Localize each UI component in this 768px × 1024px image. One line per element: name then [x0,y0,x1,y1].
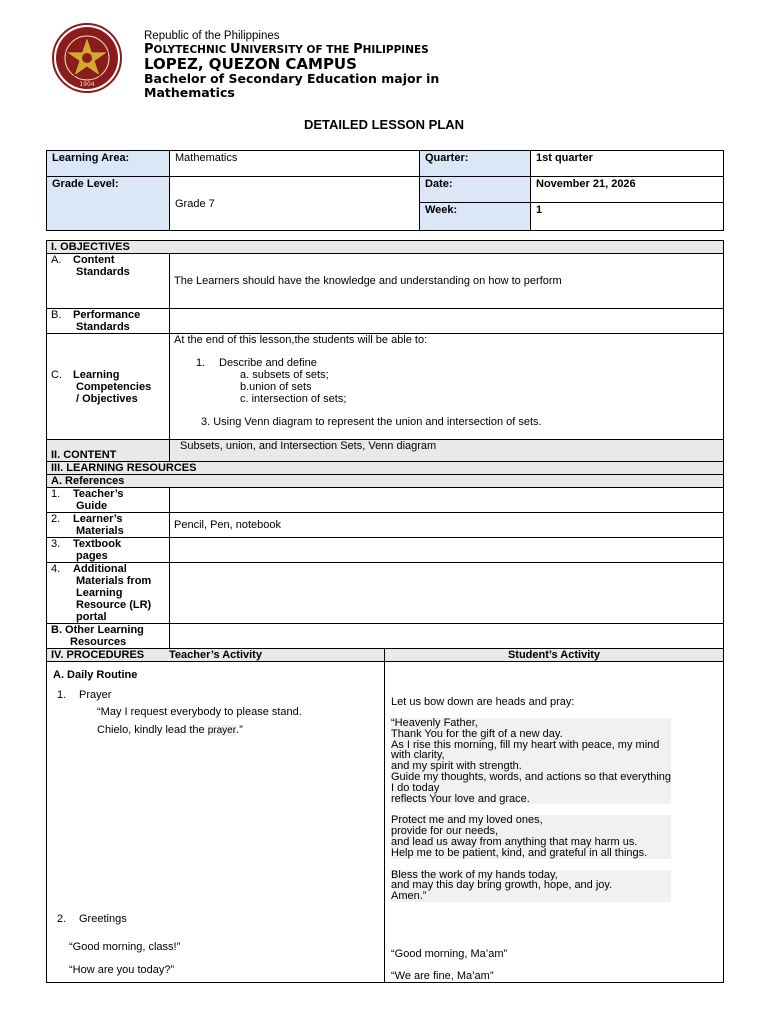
procedures-table [46,648,724,983]
prayer-line: and lead us away from anything that may harm us. [391,837,671,848]
info-table [46,150,724,231]
learners-materials-value: Pencil, Pen, notebook [170,513,724,538]
quarter-label: Quarter: [420,151,531,177]
content-value: Subsets, union, and Intersection Sets, Venn diagram [170,440,724,462]
objectives-heading: I. OBJECTIVES [47,241,724,254]
textbook-pages-value [170,538,724,563]
procedures-heading: IV. PROCEDURES [47,649,724,662]
references-heading: A. References [47,475,724,488]
learners-materials-label: 2. Learner’s Materials [47,513,170,538]
teacher-activity-cell [47,662,385,983]
quarter-value: 1st quarter [531,151,724,177]
competencies-label: C. Learning Competencies / Objectives [47,334,170,440]
republic-line: Republic of the Philippines [144,30,280,42]
teachers-guide-value [170,488,724,513]
prayer-line: Thank You for the gift of a new day. [391,729,671,740]
student-activity-header: Student’s Activity [385,649,724,662]
prayer-line: I do today [391,783,671,794]
additional-materials-label: 4. Additional Materials from Learning Resource (LR) portal [47,563,170,624]
additional-materials-value [170,563,724,624]
learning-area-value: Mathematics [170,151,420,177]
prayer-line: Guide my thoughts, words, and actions so that everything [391,770,672,783]
performance-standards-value [170,309,724,334]
content-standards-label: A. Content Standards [47,254,170,309]
week-value: 1 [531,203,724,231]
performance-standards-label: B. Performance Standards [47,309,170,334]
teacher-greeting-2: “How are you today?” [69,964,175,976]
other-resources-label: B. Other Learning Resources [47,624,170,649]
competency-sub-b: b.union of sets [240,381,312,393]
campus-name: LOPEZ, QUEZON CAMPUS [144,55,357,73]
grade-level-value: Grade 7 [170,177,420,231]
other-resources-value [170,624,724,649]
university-name: POLYTECHNIC UNIVERSITY OF THE PHILIPPINES [144,42,429,57]
prayer-item: 1. Prayer [57,689,112,701]
prayer-line [391,859,671,870]
document-header [47,22,747,98]
prayer-line: As I rise this morning, fill my heart with peace, my mind [391,740,671,751]
prayer-line: “Heavenly Father, [391,718,671,729]
student-greeting-1: “Good morning, Ma’am” [391,948,508,960]
student-activity-cell [385,662,724,983]
prayer-line: provide for our needs, [391,826,671,837]
teacher-greeting-1: “Good morning, class!” [69,941,181,953]
competency-item-1: 1. Describe and define [196,357,317,369]
teachers-guide-label: 1. Teacher’s Guide [47,488,170,513]
teacher-activity-header: Teacher’s Activity [47,649,385,662]
student-prayer-text [391,718,671,902]
prayer-line: reflects Your love and grace. [391,794,671,805]
prayer-line: Bless the work of my hands today, [391,870,671,881]
grade-level-label: Grade Level: [47,177,170,231]
competencies-intro: At the end of this lesson,the students will be able to: [174,334,428,346]
textbook-pages-label: 3. Textbook pages [47,538,170,563]
student-greeting-2: “We are fine, Ma’am” [391,970,494,982]
learning-area-label: Learning Area: [47,151,170,177]
university-seal-icon [47,22,127,94]
program-line-2: Mathematics [144,85,235,100]
content-heading: II. CONTENT [47,440,170,462]
lesson-plan-table [46,240,724,662]
date-label: Date: [420,177,531,203]
prayer-line: Help me to be patient, kind, and grateful in all things. [391,848,671,859]
prayer-line: Amen.” [391,891,671,902]
program-line-1: Bachelor of Secondary Education major in [144,71,440,86]
competency-item-3: 3. Using Venn diagram to represent the union and intersection of sets. [201,416,542,428]
competency-sub-c: c. intersection of sets; [240,393,347,405]
student-prayer-intro: Let us bow down are heads and pray: [391,696,575,708]
greetings-item: 2. Greetings [57,913,127,925]
document-title: DETAILED LESSON PLAN [303,117,465,132]
prayer-line: and my spirit with strength. [391,761,671,772]
resources-heading: III. LEARNING RESOURCES [47,462,724,475]
competency-sub-a: a. subsets of sets; [240,369,329,381]
prayer-line: Protect me and my loved ones, [391,815,671,826]
teacher-prayer-line-2: Chielo, kindly lead the prayer.” [97,724,243,736]
competencies-value [170,334,724,440]
daily-routine-heading: A. Daily Routine [53,669,138,681]
seal-year: 1904 [79,81,95,88]
week-label: Week: [420,203,531,231]
content-standards-value: The Learners should have the knowledge and understanding on how to perform [170,254,724,309]
date-value: November 21, 2026 [531,177,724,203]
teacher-prayer-line-1: “May I request everybody to please stand. [97,706,302,718]
prayer-line: and may this day bring growth, hope, and joy. [391,880,671,891]
prayer-line: with clarity, [391,750,671,761]
